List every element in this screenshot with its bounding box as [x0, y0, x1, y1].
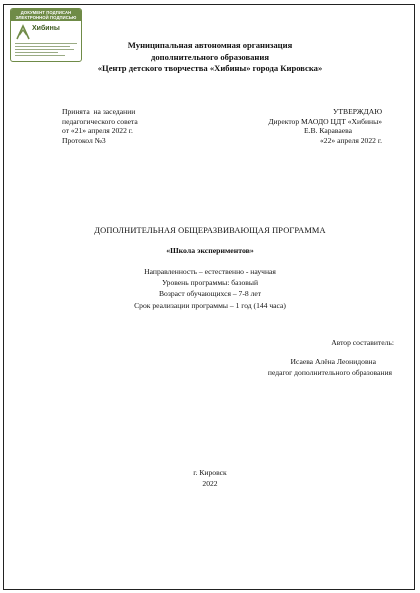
- author-label: Автор составитель:: [331, 338, 394, 347]
- approved-block: [268, 107, 382, 145]
- program-info: [0, 266, 420, 311]
- city: г. Кировск: [193, 468, 227, 477]
- accepted-line-4: Протокол №3: [62, 135, 106, 145]
- program-name: «Школа экспериментов»: [166, 246, 254, 255]
- accepted-line-2: педагогического совета: [62, 116, 138, 126]
- author-block: [268, 357, 392, 378]
- author-position: педагог дополнительного образования: [267, 367, 392, 377]
- program-age: Возраст обучающихся – 7-8 лет: [158, 289, 262, 299]
- accepted-line-1: Принята на заседании: [62, 107, 136, 116]
- program-title: ДОПОЛНИТЕЛЬНАЯ ОБЩЕРАЗВИВАЮЩАЯ ПРОГРАММА: [94, 226, 326, 235]
- program-direction: Направленность – естественно - научная: [144, 267, 276, 276]
- org-line-3: «Центр детского творчества «Хибины» города Кировска»: [97, 63, 323, 73]
- author-name: Исаева Алёна Леонидовна: [290, 357, 376, 366]
- program-level: Уровень программы: базовый: [161, 278, 259, 288]
- year: 2022: [202, 479, 218, 488]
- approved-line-2: Директор МАОДО ЦДТ «Хибины»: [268, 116, 382, 126]
- program-duration: Срок реализации программы – 1 год (144 часа): [134, 300, 286, 310]
- org-line-2: дополнительного образования: [151, 51, 269, 62]
- stamp-header-line2: ЭЛЕКТРОННОЙ ПОДПИСЬЮ: [15, 15, 77, 20]
- approved-line-1: УТВЕРЖДАЮ: [333, 107, 382, 116]
- approved-line-3: Е.В. Караваева: [304, 126, 352, 135]
- stamp-header-line1: ДОКУМЕНТ ПОДПИСАН: [20, 10, 72, 15]
- organization-header: [0, 40, 420, 75]
- approved-line-4: «22» апреля 2022 г.: [319, 135, 382, 145]
- mountain-logo-icon: [16, 24, 30, 40]
- org-line-1: Муниципальная автономная организация: [127, 40, 293, 50]
- accepted-block: [62, 107, 138, 145]
- stamp-org-name: Хибины: [32, 25, 60, 32]
- stamp-header: [11, 9, 81, 21]
- accepted-line-3: от «21» апреля 2022 г.: [62, 126, 133, 135]
